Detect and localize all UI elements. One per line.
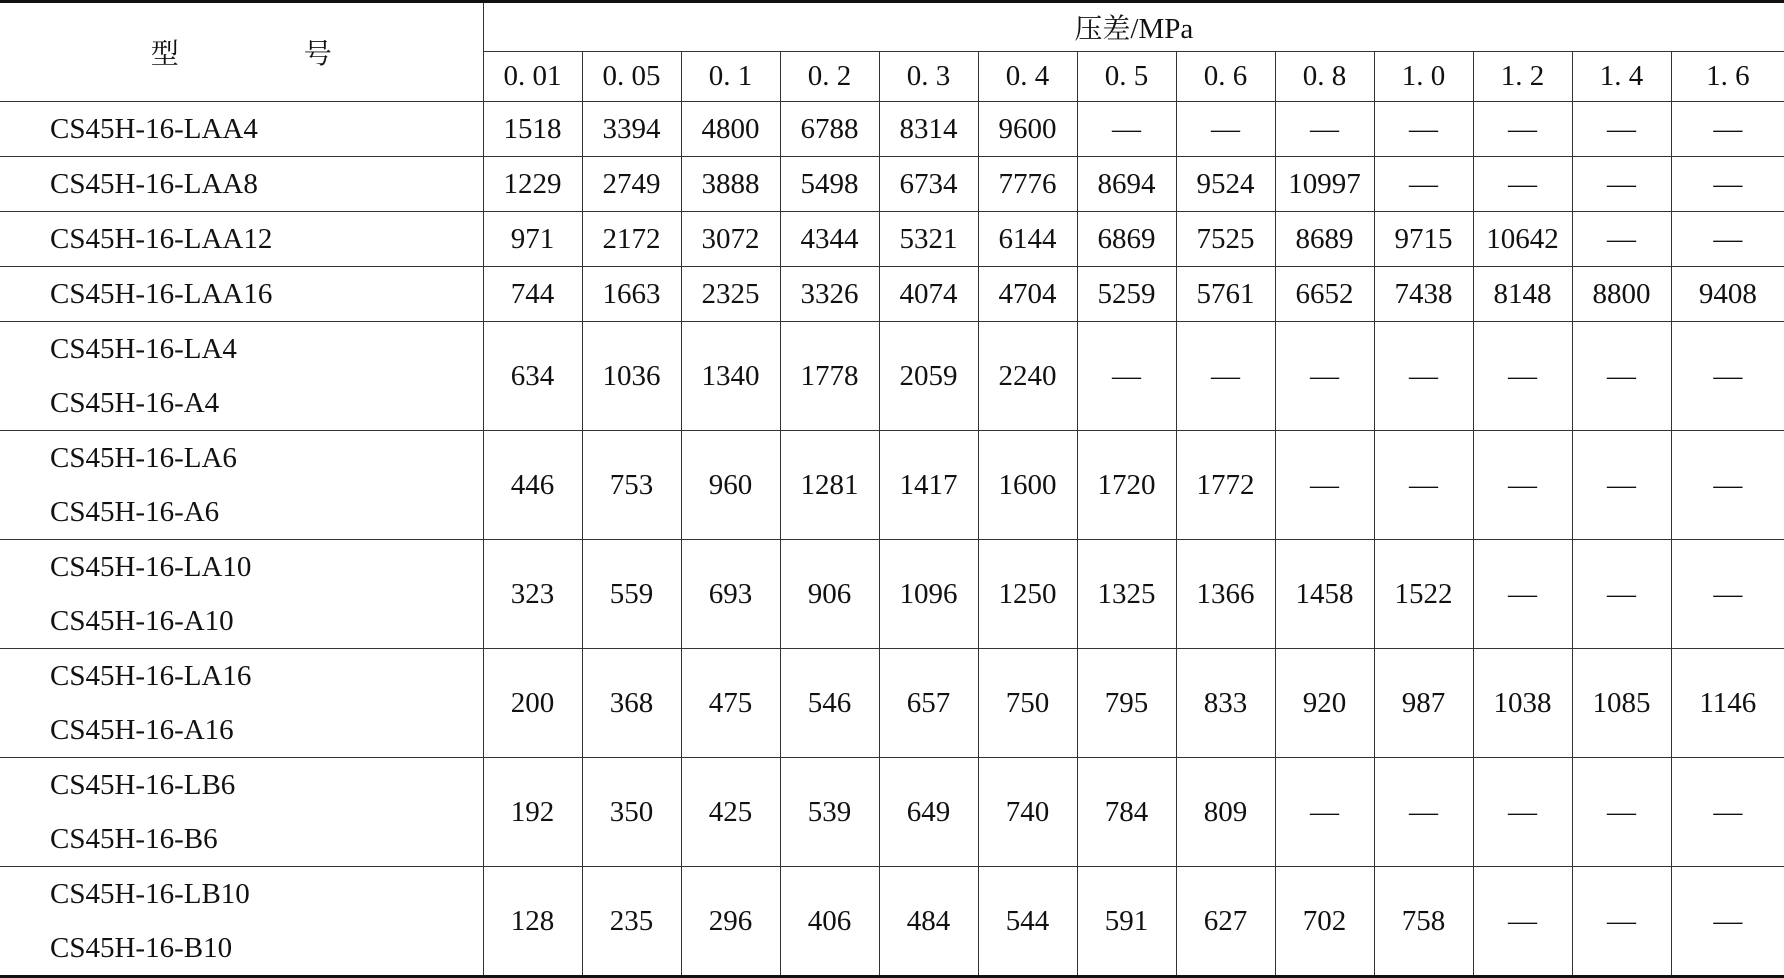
table-row xyxy=(0,212,1784,267)
value-cell: — xyxy=(1374,758,1473,867)
value-cell: 7438 xyxy=(1374,267,1473,322)
model-cell xyxy=(0,322,483,431)
value-cell: — xyxy=(1473,322,1572,431)
value-cell: — xyxy=(1473,157,1572,212)
model-cell xyxy=(0,867,483,977)
value-cell: 9600 xyxy=(978,102,1077,157)
value-cell: — xyxy=(1077,322,1176,431)
value-cell: 484 xyxy=(879,867,978,977)
table-row xyxy=(0,102,1784,157)
value-cell: — xyxy=(1572,212,1671,267)
value-cell: 971 xyxy=(483,212,582,267)
model-name: CS45H-16-LB10 xyxy=(50,878,250,910)
value-cell: — xyxy=(1275,758,1374,867)
value-cell: 1038 xyxy=(1473,649,1572,758)
value-cell: 8800 xyxy=(1572,267,1671,322)
value-cell: 6734 xyxy=(879,157,978,212)
value-cell: 2240 xyxy=(978,322,1077,431)
value-cell: 1778 xyxy=(780,322,879,431)
value-cell: 235 xyxy=(582,867,681,977)
value-cell: 2172 xyxy=(582,212,681,267)
value-cell: 6788 xyxy=(780,102,879,157)
value-cell: 406 xyxy=(780,867,879,977)
value-cell: 8314 xyxy=(879,102,978,157)
pressure-column-header: 0. 8 xyxy=(1275,52,1374,102)
value-cell: 9408 xyxy=(1671,267,1784,322)
table-row xyxy=(0,431,1784,540)
value-cell: — xyxy=(1671,102,1784,157)
value-cell: — xyxy=(1473,540,1572,649)
value-cell: 10997 xyxy=(1275,157,1374,212)
value-cell: 1663 xyxy=(582,267,681,322)
model-name: CS45H-16-LB6 xyxy=(50,769,236,801)
value-cell: 4344 xyxy=(780,212,879,267)
model-cell xyxy=(0,431,483,540)
value-cell: 3888 xyxy=(681,157,780,212)
value-cell: 5761 xyxy=(1176,267,1275,322)
table-row xyxy=(0,267,1784,322)
value-cell: 1417 xyxy=(879,431,978,540)
pressure-column-header: 0. 05 xyxy=(582,52,681,102)
value-cell: 833 xyxy=(1176,649,1275,758)
value-cell: — xyxy=(1572,157,1671,212)
value-cell: 475 xyxy=(681,649,780,758)
pressure-column-header: 0. 2 xyxy=(780,52,879,102)
value-cell: — xyxy=(1671,212,1784,267)
value-cell: 3326 xyxy=(780,267,879,322)
model-cell xyxy=(0,758,483,867)
value-cell: 9524 xyxy=(1176,157,1275,212)
value-cell: 6869 xyxy=(1077,212,1176,267)
value-cell: — xyxy=(1176,322,1275,431)
value-cell: 758 xyxy=(1374,867,1473,977)
value-cell: 7776 xyxy=(978,157,1077,212)
value-cell: 4074 xyxy=(879,267,978,322)
value-cell: 3394 xyxy=(582,102,681,157)
model-cell xyxy=(0,212,483,267)
value-cell: 4800 xyxy=(681,102,780,157)
model-column-header xyxy=(0,2,483,102)
value-cell: 559 xyxy=(582,540,681,649)
value-cell: 200 xyxy=(483,649,582,758)
value-cell: 2325 xyxy=(681,267,780,322)
value-cell: 9715 xyxy=(1374,212,1473,267)
value-cell: — xyxy=(1671,867,1784,977)
value-cell: — xyxy=(1374,431,1473,540)
value-cell: 6652 xyxy=(1275,267,1374,322)
value-cell: 1340 xyxy=(681,322,780,431)
value-cell: 744 xyxy=(483,267,582,322)
value-cell: 795 xyxy=(1077,649,1176,758)
value-cell: 6144 xyxy=(978,212,1077,267)
model-cell xyxy=(0,267,483,322)
value-cell: — xyxy=(1671,431,1784,540)
model-name: CS45H-16-A6 xyxy=(50,496,220,528)
pressure-column-header: 0. 5 xyxy=(1077,52,1176,102)
value-cell: 753 xyxy=(582,431,681,540)
pressure-column-header: 0. 6 xyxy=(1176,52,1275,102)
value-cell: — xyxy=(1671,157,1784,212)
value-cell: 1229 xyxy=(483,157,582,212)
value-cell: 4704 xyxy=(978,267,1077,322)
value-cell: — xyxy=(1473,102,1572,157)
table-row xyxy=(0,157,1784,212)
value-cell: 627 xyxy=(1176,867,1275,977)
pressure-group-label: 压差 xyxy=(1074,12,1131,45)
model-cell xyxy=(0,102,483,157)
model-name: CS45H-16-LA6 xyxy=(50,442,237,474)
value-cell: 1085 xyxy=(1572,649,1671,758)
table-row xyxy=(0,322,1784,431)
value-cell: 1281 xyxy=(780,431,879,540)
value-cell: 544 xyxy=(978,867,1077,977)
value-cell: 546 xyxy=(780,649,879,758)
value-cell: 350 xyxy=(582,758,681,867)
value-cell: 128 xyxy=(483,867,582,977)
model-name: CS45H-16-A16 xyxy=(50,714,234,746)
value-cell: 920 xyxy=(1275,649,1374,758)
value-cell: 368 xyxy=(582,649,681,758)
table-row xyxy=(0,649,1784,758)
value-cell: — xyxy=(1572,431,1671,540)
pressure-column-header: 0. 4 xyxy=(978,52,1077,102)
value-cell: 425 xyxy=(681,758,780,867)
model-name: CS45H-16-A10 xyxy=(50,605,234,637)
model-cell xyxy=(0,649,483,758)
model-name: CS45H-16-LAA4 xyxy=(50,113,258,145)
value-cell: — xyxy=(1671,322,1784,431)
table-row xyxy=(0,758,1784,867)
model-name: CS45H-16-LAA16 xyxy=(50,278,273,310)
table-body xyxy=(0,102,1784,977)
value-cell: — xyxy=(1275,102,1374,157)
model-name: CS45H-16-LA10 xyxy=(50,551,252,583)
value-cell: — xyxy=(1572,102,1671,157)
value-cell: 987 xyxy=(1374,649,1473,758)
value-cell: — xyxy=(1572,758,1671,867)
value-cell: — xyxy=(1077,102,1176,157)
model-name: CS45H-16-LA4 xyxy=(50,333,237,365)
value-cell: 740 xyxy=(978,758,1077,867)
value-cell: — xyxy=(1473,867,1572,977)
value-cell: 192 xyxy=(483,758,582,867)
value-cell: 1096 xyxy=(879,540,978,649)
value-cell: — xyxy=(1473,758,1572,867)
model-name: CS45H-16-LA16 xyxy=(50,660,252,692)
pressure-column-header: 0. 3 xyxy=(879,52,978,102)
value-cell: 1458 xyxy=(1275,540,1374,649)
value-cell: 2749 xyxy=(582,157,681,212)
value-cell: — xyxy=(1572,322,1671,431)
value-cell: 1600 xyxy=(978,431,1077,540)
value-cell: — xyxy=(1572,540,1671,649)
header-row-group xyxy=(0,2,1784,52)
model-name: CS45H-16-B6 xyxy=(50,823,218,855)
value-cell: 657 xyxy=(879,649,978,758)
value-cell: 2059 xyxy=(879,322,978,431)
value-cell: — xyxy=(1572,867,1671,977)
value-cell: — xyxy=(1374,157,1473,212)
value-cell: 446 xyxy=(483,431,582,540)
value-cell: 1250 xyxy=(978,540,1077,649)
value-cell: 750 xyxy=(978,649,1077,758)
value-cell: — xyxy=(1374,322,1473,431)
pressure-column-header: 0. 1 xyxy=(681,52,780,102)
value-cell: 960 xyxy=(681,431,780,540)
value-cell: 693 xyxy=(681,540,780,649)
value-cell: 702 xyxy=(1275,867,1374,977)
pressure-column-header: 1. 6 xyxy=(1671,52,1784,102)
value-cell: 8694 xyxy=(1077,157,1176,212)
value-cell: 1772 xyxy=(1176,431,1275,540)
value-cell: 1146 xyxy=(1671,649,1784,758)
value-cell: 591 xyxy=(1077,867,1176,977)
value-cell: — xyxy=(1473,431,1572,540)
value-cell: 5259 xyxy=(1077,267,1176,322)
model-name: CS45H-16-LAA12 xyxy=(50,223,273,255)
pressure-column-header: 1. 4 xyxy=(1572,52,1671,102)
model-cell xyxy=(0,157,483,212)
pressure-column-header: 1. 0 xyxy=(1374,52,1473,102)
value-cell: 784 xyxy=(1077,758,1176,867)
value-cell: 7525 xyxy=(1176,212,1275,267)
value-cell: 5321 xyxy=(879,212,978,267)
value-cell: 296 xyxy=(681,867,780,977)
value-cell: 634 xyxy=(483,322,582,431)
value-cell: 1036 xyxy=(582,322,681,431)
value-cell: 5498 xyxy=(780,157,879,212)
value-cell: — xyxy=(1671,540,1784,649)
value-cell: 539 xyxy=(780,758,879,867)
value-cell: 1366 xyxy=(1176,540,1275,649)
value-cell: — xyxy=(1671,758,1784,867)
value-cell: 8148 xyxy=(1473,267,1572,322)
value-cell: 10642 xyxy=(1473,212,1572,267)
value-cell: — xyxy=(1176,102,1275,157)
value-cell: 649 xyxy=(879,758,978,867)
value-cell: 1522 xyxy=(1374,540,1473,649)
value-cell: 906 xyxy=(780,540,879,649)
pressure-column-header: 0. 01 xyxy=(483,52,582,102)
value-cell: 1518 xyxy=(483,102,582,157)
model-name: CS45H-16-B10 xyxy=(50,932,233,964)
table-row xyxy=(0,867,1784,977)
pressure-group-header xyxy=(483,2,1784,52)
value-cell: — xyxy=(1275,431,1374,540)
model-name: CS45H-16-LAA8 xyxy=(50,168,258,200)
value-cell: 809 xyxy=(1176,758,1275,867)
value-cell: — xyxy=(1374,102,1473,157)
value-cell: 1325 xyxy=(1077,540,1176,649)
value-cell: 323 xyxy=(483,540,582,649)
table-header xyxy=(0,2,1784,102)
model-cell xyxy=(0,540,483,649)
model-name: CS45H-16-A4 xyxy=(50,387,220,419)
pressure-unit-label: /MPa xyxy=(1130,13,1194,45)
pressure-column-header: 1. 2 xyxy=(1473,52,1572,102)
value-cell: 1720 xyxy=(1077,431,1176,540)
model-header-label: 型 号 xyxy=(150,37,390,70)
value-cell: 8689 xyxy=(1275,212,1374,267)
value-cell: — xyxy=(1275,322,1374,431)
table-row xyxy=(0,540,1784,649)
value-cell: 3072 xyxy=(681,212,780,267)
